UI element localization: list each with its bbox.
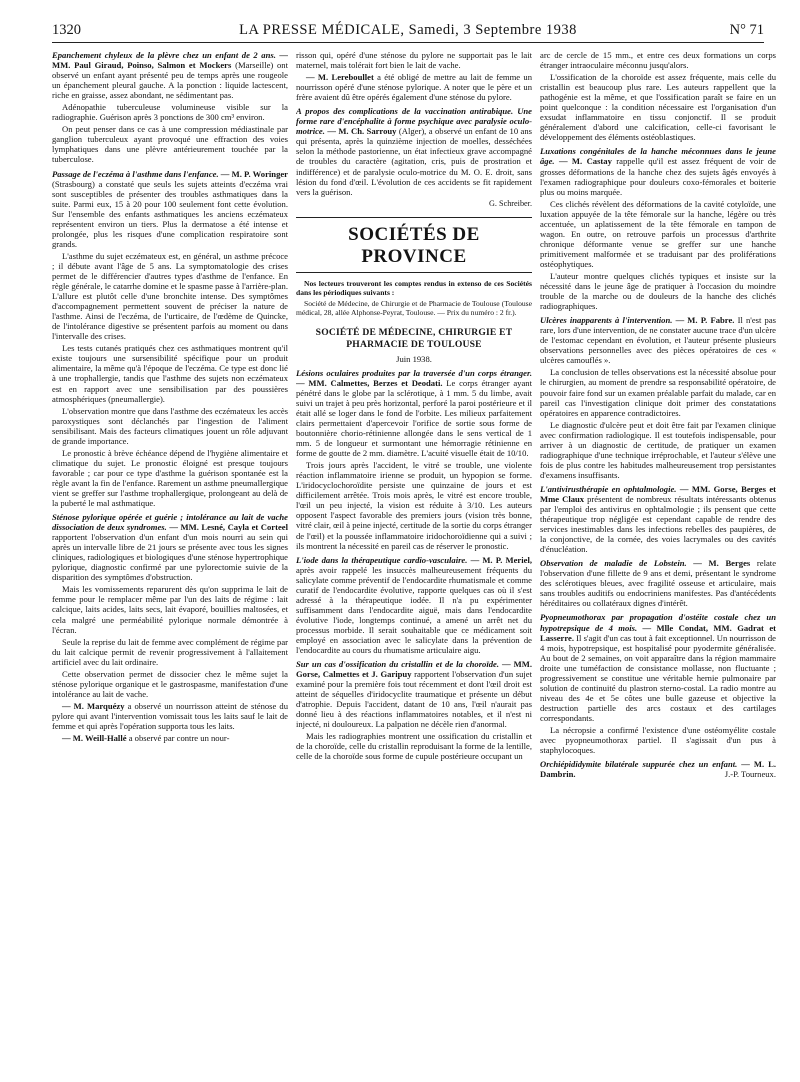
- article-authors: — M. Lereboullet: [306, 72, 374, 83]
- article-paragraph: [296, 72, 532, 102]
- article-paragraph: L'ossification de la choroïde est assez fréquente, mais celle du cristallin est beaucoup plus rare. Les auteurs rappellent que la pathogénie est la même, et que l'ossification paraît se faire en un point quelconque : la condition nécessaire est l'organisation d'un exsudat inflammatoire en tissu conjonctif. Il se produit généralement d'abord une calcification, celle-ci favorisant le développement des éléments ostéoblastiques.: [540, 72, 776, 143]
- article-authors: — M. L. Dambrin.: [540, 759, 776, 780]
- notice-intro: Nos lecteurs trouveront les comptes rendus in extenso de ces Sociétés dans les périodiques suivants :: [296, 278, 532, 297]
- section-banner: SOCIÉTÉS DE PROVINCE: [348, 223, 480, 267]
- article-paragraph: [540, 759, 776, 779]
- column-1: [52, 50, 288, 1075]
- article-authors: — M. Berges: [693, 558, 751, 569]
- notice-entry: Société de Médecine, de Chirurgie et de Pharmacie de Toulouse (Toulouse médical, 28, allée Alphonse-Peyrat, Toulouse. — Prix du numéro : 2 fr.).: [296, 298, 532, 317]
- article-text: présentent de nombreux résultats intéressants obtenus par l'emploi des antivirus en ophtalmologie ; ils pensent que cette thérapeutique trop négligée est cependant capable de rendre des services inestimables dans les infections rebelles des paupières, de la conjonctive, de la cornée, des voies lacrymales ou des cavités d'énucléation.: [540, 493, 776, 555]
- article-paragraph: Cette observation permet de dissocier chez le même sujet la sténose pylorique organique et le gastrospasme, manifestation d'une intolérance au lait de vache.: [52, 668, 288, 699]
- article-text: rapportent l'observation d'un enfant d'un mois nourri au sein qui après un intervalle libre de 21 jours se présente avec tous les signes cliniques, radiologiques et biologiques d'une sténose hypertrophique pylorique, diagnostic confirmé par une pylorectomie suivie de la disparition des symptômes d'obstruction.: [52, 532, 288, 583]
- article-authors: — M. Castay: [558, 156, 612, 167]
- signature: G. Schreiber.: [489, 198, 532, 208]
- article-paragraph: Les tests cutanés pratiqués chez ces asthmatiques montrent qu'il existe toujours une sursensibilité spécifique pour un produit alimentaire, la même qu'à l'époque de l'eczéma. Ce type est donc lié à une trophallergie, tandis que l'asthme des sujets non eczémateux est en rapport avec une sensibilisation par des poussières atmosphériques (pneumallergie).: [52, 343, 288, 404]
- article-paragraph: [52, 50, 288, 100]
- article-paragraph: [296, 555, 532, 655]
- article-paragraph: [540, 315, 776, 365]
- article-text: après avoir rappelé les insuccès malheureusement fréquents du salicylate comme préventif de l'endocardite rhumatismale et comme curatif de l'endocardite évolutive, rapporte quelques cas où il s'est adressé à la thérapeutique iodée. Il n'a pu expérimenter suffisamment dans l'endocardite aiguë, mais dans l'endocardite évolutive l'iode, longtemps continué, a amené un arrêt net du processus morbide. Il serait souhaitable que ce médicament soit employé en association avec le salicylate dans la prévention de l'endocardite au cours du rhumatisme articulaire aigu.: [296, 564, 532, 656]
- article-authors: — MM. Gorse, Calmettes et J. Garipuy: [296, 659, 532, 680]
- article-paragraph: Mais les radiographies montrent une ossification du cristallin et de la choroïde, celle du cristallin reproduisant la forme de la lentille, celle de la choroïde sous forme de cupule postérieure occupant un: [296, 731, 532, 762]
- article-authors: — M. Marquézy: [62, 700, 125, 711]
- article-paragraph: Ces clichés révèlent des déformations de la cavité cotyloïde, une luxation appuyée de la tête fémorale sur la hanche, légère ou très accentuée, un aplatissement de la tête fémorale en tampon de wagon. En outre, on retrouve parfois un processus d'arthrite chronique déformante venue se greffer sur une hanche primitivement malformée et se traduisant par des proliférations ostéophytiques.: [540, 198, 776, 269]
- article-paragraph: Le diagnostic d'ulcère peut et doit être fait par l'examen clinique avec confirmation radiologique. Il est toutefois indispensable, pour arriver à un diagnostic de certitude, de pratiquer un examen radiographique d'une technique irréprochable, et l'auteur s'élève une fois de plus contre les habitudes malheureusement trop persistantes d'examens insuffisants.: [540, 419, 776, 480]
- article-paragraph: L'observation montre que dans l'asthme des eczémateux les accès paroxystiques sont déclanchés par l'ingestion de l'aliment sensibilisant. Mais des facteurs climatiques jouent un rôle adjuvant de grande importance.: [52, 405, 288, 446]
- article-text: rappelle qu'il est assez fréquent de voir de grosses déformations de la hanche chez des sujets âgés envoyés à l'examen radiographique pour douleurs coxo-fémorales et boiterie plus ou moins marquée.: [540, 156, 776, 197]
- article-authors: — MM. Gorse, Berges et Mme Claux: [540, 483, 776, 504]
- article-authors: — M. P. Woringer: [220, 168, 288, 179]
- article-text: Il s'agit d'un cas tout à fait exceptionnel. Un nourrisson de 4 mois, hypotrepsique, est hospitalisé pour pyodermite généralisée. Au bout de 2 semaines, on voit apparaître dans la région mammaire droite une tuméfaction de consistance mollasse, non fluctuante ; progressivement se constitue une véritable hernie pulmonaire par solution de continuité du plastron sterno-costal. La radio montre au niveau des 4e et 5e côtes une bulle gazeuse et objective la destruction partielle des arcs costaux et des cartilages correspondants.: [540, 632, 776, 723]
- article-text: (Marseille) ont observé un enfant ayant présenté peu de temps après une rougeole un épanchement pleural gauche. A la ponction : liquide lactescent, riche en graisse, assez abondant, ne sédimentant pas.: [52, 60, 288, 101]
- periodicals-notice: [296, 279, 532, 317]
- article-paragraph: [540, 484, 776, 554]
- article-heading: Lésions oculaires produites par la traversée d'un corps étranger.: [296, 367, 532, 378]
- article-text: Il n'est pas rare, lors d'une intervention, de ne constater aucune trace d'un ulcère de l'estomac cependant en évolution, et l'auteur présente plusieurs observations personnelles avec des pièces opératoires de ces « ulcères camouflés ».: [540, 315, 776, 366]
- article-paragraph: Trois jours après l'accident, le vitré se trouble, une violente réaction inflammatoire irienne se produit, un hypopion se forme. L'iridocyclochoroïdite persiste une quinzaine de jours et est difficilement arrêtée. Trois mois après, le vitré est encore trouble, l'œil un peu injecté, la vision est réduite à 3/10. Les auteurs opposent l'aspect favorable des premiers jours (vision très bonne, vitré clair, œil à peine injecté, certitude de la sortie du corps étranger de l'œil) et la poussée inflammatoire iridochoroïdienne qui a suivi ; ils montrent la nécessité en pareil cas de réserver le pronostic.: [296, 460, 532, 551]
- article-paragraph: Mais les vomissements reparurent dès qu'on supprima le lait de femme pour le remplacer même par l'un des laits de régime : lait calcique, laits acides, laits secs, lait évaporé, bouillies maltosées, et cela malgré une perméabilité pylorique normale démontrée à l'écran.: [52, 584, 288, 635]
- article-paragraph: La nécropsie a confirmé l'existence d'une ostéomyélite costale avec pyopneumothorax partiel. Il s'agissait d'un pus à staphylocoques.: [540, 725, 776, 756]
- article-heading: Passage de l'eczéma à l'asthme dans l'enfance.: [52, 168, 219, 179]
- section-divider: [296, 272, 532, 273]
- article-paragraph: [52, 733, 288, 743]
- page-number: 1320: [52, 22, 81, 38]
- article-heading: Orchiépididymite bilatérale suppurée chez un enfant.: [540, 759, 738, 770]
- article-paragraph: Le pronostic à brève échéance dépend de l'hygiène alimentaire et climatique du sujet. Le pronostic éloigné est presque toujours favorable ; car pour ce type d'asthme la guérison spontanée est la règle avant la fin de l'enfance. Rarement un asthme pneumallergique vient se greffer sur l'asthme trophallergique, prolongeant au delà de la puberté le mal asthmatique.: [52, 447, 288, 509]
- article-paragraph: [52, 701, 288, 731]
- signature: J.-P. Tourneux.: [724, 769, 776, 780]
- article-paragraph: L'asthme du sujet eczémateux est, en général, un asthme précoce ; il débute avant l'âge de 5 ans. La symptomatologie des crises permet de le différencier d'autres types d'asthme de l'enfance. En règle générale, le catarrhe domine et le spasme passe à l'arrière-plan. L'allure est plutôt celle d'une bronchite intense. Des symptômes d'accompagnement permettent souvent de préciser la nature de l'asthme. Ainsi de l'eczéma, de l'urticaire, de l'œdème de Quincke, de l'intolérance digestive se présentent parfois au moment ou dans l'intervalle des crises.: [52, 250, 288, 342]
- section-divider: [296, 217, 532, 218]
- article-paragraph: [296, 659, 532, 729]
- article-text: a observé par contre un nour-: [128, 733, 230, 744]
- article-authors: — MM. Paul Giraud, Poinso, Salmon et Mockers: [52, 50, 288, 71]
- article-text: a observé un nourrisson atteint de sténose du pylore qui avant l'intervention vomissait tous les laits sauf le lait de femme et qui après l'opération supporta tous les laits.: [52, 700, 288, 731]
- article-authors: — MM. Calmettes, Berzes et Deodati.: [296, 377, 443, 388]
- publication-title: LA PRESSE MÉDICALE, Samedi, 3 Septembre 1938: [239, 22, 577, 38]
- article-heading: Ulcères inapparents à l'intervention.: [540, 315, 673, 326]
- issue-number: N° 71: [729, 22, 764, 38]
- article-authors: — MM. Lesné, Cayla et Corteel: [169, 522, 288, 533]
- article-paragraph: Seule la reprise du lait de femme avec complément de régime par du lait calcique permit de revenir progressivement à l'allaitement artificiel avec du lait ordinaire.: [52, 636, 288, 667]
- article-authors: — M. Weill-Hallé: [62, 733, 127, 744]
- article-paragraph: [540, 612, 776, 723]
- article-text: Le corps étranger ayant pénétré dans le globe par la sclérotique, à 1 mm. 5 du limbe, avait suivi un trajet à peu près horizontal, perforé la paroi postérieure et il était allé se loger dans le fond de l'orbite. Les milieux parfaitement clairs permettaient d'apercevoir l'orifice de sortie sous forme de boutonnière chorio-rétinienne allongée dans le sens vertical de 1 mm. 5 de longueur et surmontant une hémorragie rétinienne en forme de goutte de 2 mm. diamètre. L'acuité visuelle était de 10/10.: [296, 377, 532, 459]
- article-paragraph: On peut penser dans ce cas à une compression médiastinale par ganglion tuberculeux ayant provoqué une effraction des voies lymphatiques dans une plèvre antérieurement touchée par la tuberculose.: [52, 124, 288, 165]
- article-authors: — M. P. Meriel,: [470, 554, 532, 565]
- article-text: (Alger), a observé un enfant de 10 ans qui présenta, après la quinzième injection de moelles, desséchées selon la méthode pastorienne, un état infectieux grave accompagné de troubles du caractère (agitation, cris, puis de prostration et indifférence) et de paralysie oculo-motrice du M. O. E. droit, sans lésion du fond d'œil. L'évolution de ces accidents se fit rapidement vers la guérison.: [296, 126, 532, 197]
- column-2: [296, 50, 532, 1075]
- page-header: [52, 20, 764, 43]
- article-heading: Pyopneumothorax par propagation d'ostéite costale chez un hypotrepsique de 4 mois.: [540, 612, 776, 633]
- article-paragraph: risson qui, opéré d'une sténose du pylore ne supportait pas le lait maternel, mais tolérait fort bien le lait de vache.: [296, 50, 532, 71]
- article-heading: L'antivirusthérapie en ophtalmologie.: [540, 483, 677, 494]
- article-paragraph: [540, 558, 776, 608]
- article-paragraph: [540, 146, 776, 196]
- article-heading: Epanchement chyleux de la plèvre chez un enfant de 2 ans.: [52, 50, 276, 60]
- article-paragraph: [296, 106, 532, 196]
- article-authors: — Mlle Condat, MM. Gadrat et Lasserre.: [540, 622, 776, 643]
- article-heading: A propos des complications de la vaccination antirabique. Une forme rare d'encéphalite à forme psychique avec paralysie oculo-motrice.: [296, 106, 532, 137]
- article-heading: L'iode dans la thérapeutique cardio-vasculaire.: [296, 554, 468, 565]
- article-text: relate l'observation d'une fillette de 9 ans et demi, présentant le syndrome des sclérotiques bleues, avec fragilité osseuse et articulaire, mais sans troubles auditifs ou endocriniens manifestes. Pas d'antécédents héréditaires ou collatéraux dignes d'intérêt.: [540, 558, 776, 609]
- article-heading: Observation de maladie de Lobstein.: [540, 558, 687, 569]
- session-date: Juin 1938.: [396, 353, 432, 364]
- article-paragraph: [52, 512, 288, 582]
- article-paragraph: La conclusion de telles observations est la nécessité absolue pour le chirurgien, au moment de prendre sa responsabilité opératoire, de pouvoir faire fond sur un examen préalable parfait du malade, car en pareil cas l'investigation clinique doit primer des constatations opératoires en apparence contradictoires.: [540, 367, 776, 418]
- article-text: a été obligé de mettre au lait de femme un nourrisson opéré d'une sténose pylorique. A noter que le père et un frère avaient dû être opérés également d'une sténose du pylore.: [296, 72, 532, 103]
- article-heading: Luxations congénitales de la hanche méconnues dans le jeune âge.: [540, 146, 776, 167]
- society-title: SOCIÉTÉ DE MÉDECINE, CHIRURGIE ET PHARMACIE DE TOULOUSE: [315, 326, 513, 350]
- article-text: (Strasbourg) a constaté que seuls les sujets atteints d'eczéma vrai sont susceptibles de présenter des troubles asthmatiques dans la suite. Parmi eux, 15 à 20 pour 100 seulement font cette évolution. Sur l'ensemble des enfants asthmatiques les anciens eczémateux représentent environ un tiers. Plus la dermatose a été intense et prolongée, plus les risques d'une complication respiratoire sont grands.: [52, 178, 288, 249]
- article-paragraph: L'auteur montre quelques clichés typiques et insiste sur la nécessité dans le jeune âge de pratiquer à l'occasion du moindre trouble de la marche ou de douleurs de la hanche des clichés radiographiques.: [540, 270, 776, 312]
- article-authors: — M. Ch. Sarrouy: [327, 126, 397, 137]
- article-paragraph: Adénopathie tuberculeuse volumineuse visible sur la radiographie. Guérison après 3 ponctions de 300 cm³ environ.: [52, 102, 288, 123]
- article-paragraph: [296, 368, 532, 458]
- article-heading: Sténose pylorique opérée et guérie ; intolérance au lait de vache dissociation de deux syndromes.: [52, 512, 288, 533]
- article-authors: — M. P. Fabre.: [675, 315, 735, 326]
- article-heading: Sur un cas d'ossification du cristallin et de la choroïde.: [296, 659, 500, 670]
- article-paragraph: [52, 169, 288, 249]
- column-3: [540, 50, 776, 1075]
- article-paragraph: arc de cercle de 15 mm., et entre ces deux formations un corps étranger intraoculaire méconnu jusqu'alors.: [540, 50, 776, 71]
- article-text: rapportent l'observation d'un sujet examiné pour la première fois tout récemment et dont l'œil droit est atteint de séquelles d'iridocyclite traumatique et présente un début d'atrophie. Depuis l'accident, datant de 10 ans, l'œil n'aurait pas donné lieu à des réactions inflammatoires notables, et il n'est ni injecté, ni douloureux. La palpation ne décèle rien d'anormal.: [296, 669, 532, 730]
